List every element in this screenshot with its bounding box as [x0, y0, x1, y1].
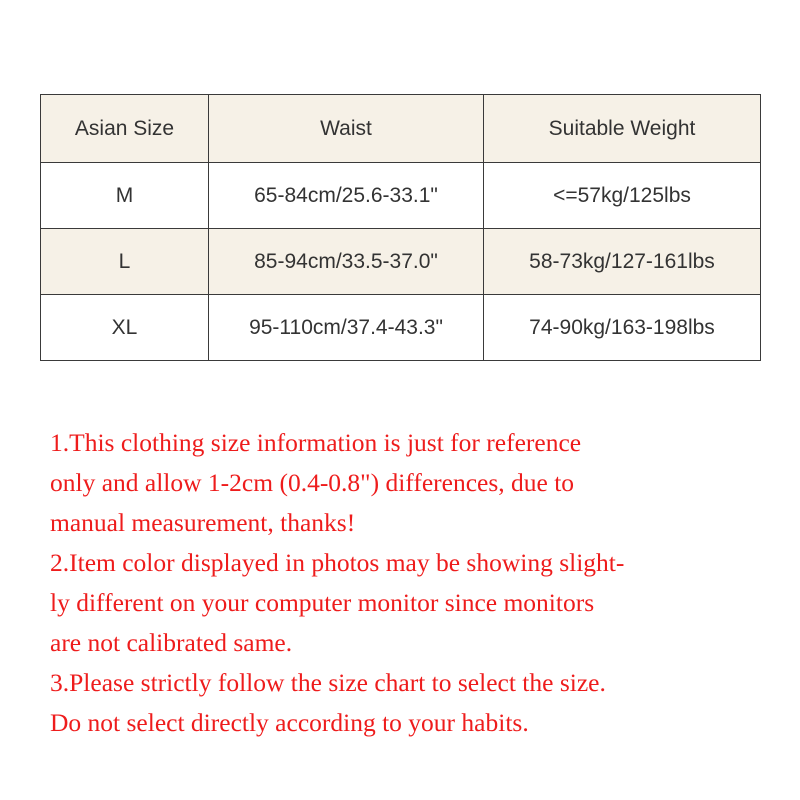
- cell-waist: 65-84cm/25.6-33.1": [209, 163, 484, 229]
- table-row: [41, 229, 761, 295]
- note-line: manual measurement, thanks!: [50, 508, 356, 537]
- header-suitable-weight: Suitable Weight: [484, 95, 761, 163]
- cell-waist: 85-94cm/33.5-37.0": [209, 229, 484, 295]
- cell-size: XL: [41, 295, 209, 361]
- header-asian-size: Asian Size: [41, 95, 209, 163]
- note-line: are not calibrated same.: [50, 628, 293, 657]
- note-line: Do not select directly according to your habits.: [50, 708, 529, 737]
- cell-weight: 58-73kg/127-161lbs: [484, 229, 761, 295]
- note-line: only and allow 1-2cm (0.4-0.8") differences, due to: [50, 468, 575, 497]
- note-line: ly different on your computer monitor since monitors: [50, 588, 595, 617]
- size-chart-table: [40, 94, 761, 361]
- cell-size: L: [41, 229, 209, 295]
- header-waist: Waist: [209, 95, 484, 163]
- size-notes: [50, 423, 770, 743]
- note-line: 1.This clothing size information is just for reference: [50, 428, 582, 457]
- note-line: 2.Item color displayed in photos may be showing slight-: [50, 548, 625, 577]
- note-line: 3.Please strictly follow the size chart to select the size.: [50, 668, 606, 697]
- table-header-row: [41, 95, 761, 163]
- cell-waist: 95-110cm/37.4-43.3": [209, 295, 484, 361]
- cell-size: M: [41, 163, 209, 229]
- table-row: [41, 295, 761, 361]
- table-row: [41, 163, 761, 229]
- cell-weight: 74-90kg/163-198lbs: [484, 295, 761, 361]
- cell-weight: <=57kg/125lbs: [484, 163, 761, 229]
